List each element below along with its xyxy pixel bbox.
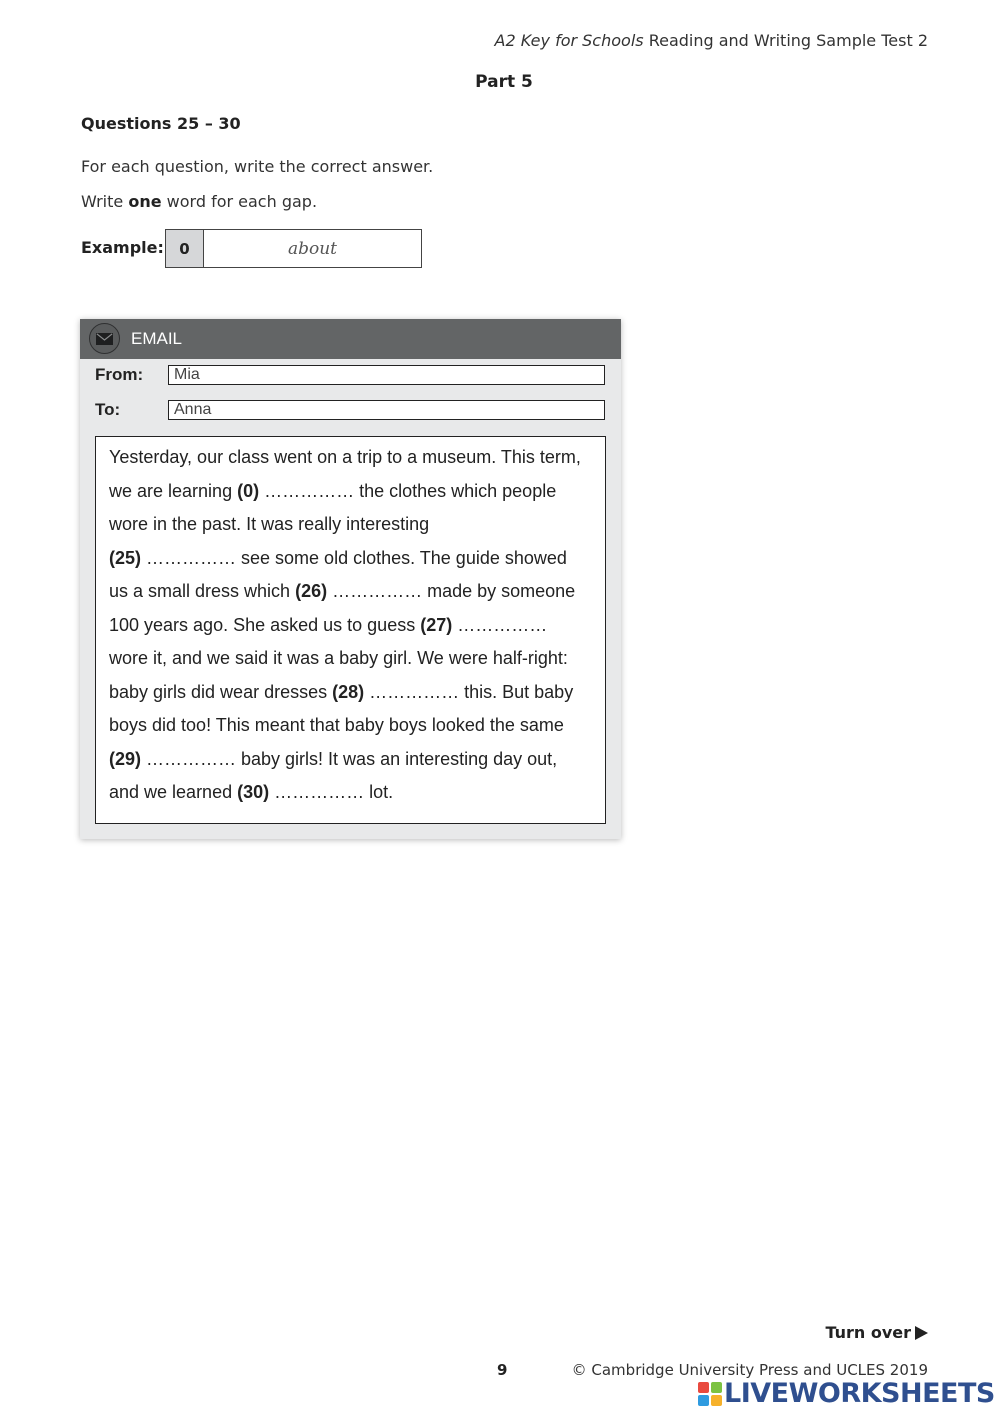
page-number: 9 [497,1361,508,1379]
body-text: …………… [452,614,548,635]
body-text: we are learning [109,480,238,501]
gap-number: (26) [295,581,328,601]
liveworksheets-logo-icon [698,1382,722,1406]
email-body-line [109,682,573,703]
body-text: wore it, and we said it was a baby girl. We were half-right: [109,648,568,668]
logo-square [698,1395,709,1406]
logo-square [698,1382,709,1393]
email-body-line [109,715,564,736]
email-body-line [109,615,547,636]
play-arrow-icon [915,1326,928,1340]
from-field[interactable]: Mia [168,365,605,385]
gap-number: (30) [237,782,270,802]
email-body-line [109,749,557,770]
logo-square [711,1382,722,1393]
email-body-line [109,481,556,502]
email-body [95,436,606,824]
email-header-label: EMAIL [131,329,183,348]
turn-over [825,1323,928,1342]
instruction-post: word for each gap. [161,192,318,211]
gap-number: (27) [420,614,453,635]
gap-number: (28) [332,681,365,702]
body-text: and we learned [109,782,238,802]
turn-over-label: Turn over [825,1323,911,1342]
body-text: boys did too! This meant that baby boys looked the same [109,715,564,735]
email-body-line [109,514,429,535]
body-text: 100 years ago. She asked us to guess [109,614,421,635]
instruction-pre: Write [81,192,129,211]
liveworksheets-watermark [698,1380,995,1408]
email-card [80,319,621,839]
copyright: © Cambridge University Press and UCLES 2019 [571,1361,928,1379]
body-text: …………… the clothes which people [259,480,557,501]
email-body-line [109,648,568,669]
email-body-line [109,548,567,569]
email-body-line [109,782,393,803]
email-body-line [109,581,575,602]
body-text: baby girls did wear dresses [109,681,333,702]
body-text: wore in the past. It was really interesting [109,514,430,534]
test-title-italic: A2 Key for Schools [494,31,644,50]
instruction-answer: For each question, write the correct answer. [81,157,434,176]
to-label: To: [95,400,121,419]
test-title-rest: Reading and Writing Sample Test 2 [643,31,928,50]
body-text: …………… see some old clothes. The guide showed [141,547,567,568]
body-text: …………… this. But baby [364,681,574,702]
email-body-line [109,447,581,468]
questions-title: Questions 25 – 30 [81,114,241,133]
example-number: 0 [166,230,204,267]
email-header [80,319,621,359]
instruction-bold: one [128,192,162,211]
body-text: …………… made by someone [327,581,576,601]
body-text: …………… lot. [269,782,394,802]
example-box [165,229,422,268]
example-label: Example: [81,238,164,257]
gap-number: (0) [237,480,260,501]
example-answer: about [287,238,338,259]
gap-number: (29) [109,748,142,769]
instruction-one-word [81,192,317,211]
gap-number: (25) [109,547,142,568]
liveworksheets-text: LIVEWORKSHEETS [724,1378,995,1409]
part-title: Part 5 [475,72,533,92]
to-field[interactable]: Anna [168,400,605,420]
body-text: …………… baby girls! It was an interesting day out, [141,748,558,769]
envelope-icon [89,323,120,354]
logo-square [711,1395,722,1406]
body-text: Yesterday, our class went on a trip to a museum. This term, [109,447,581,467]
body-text: us a small dress which [109,581,296,601]
from-label: From: [95,365,144,384]
test-title [495,31,928,50]
